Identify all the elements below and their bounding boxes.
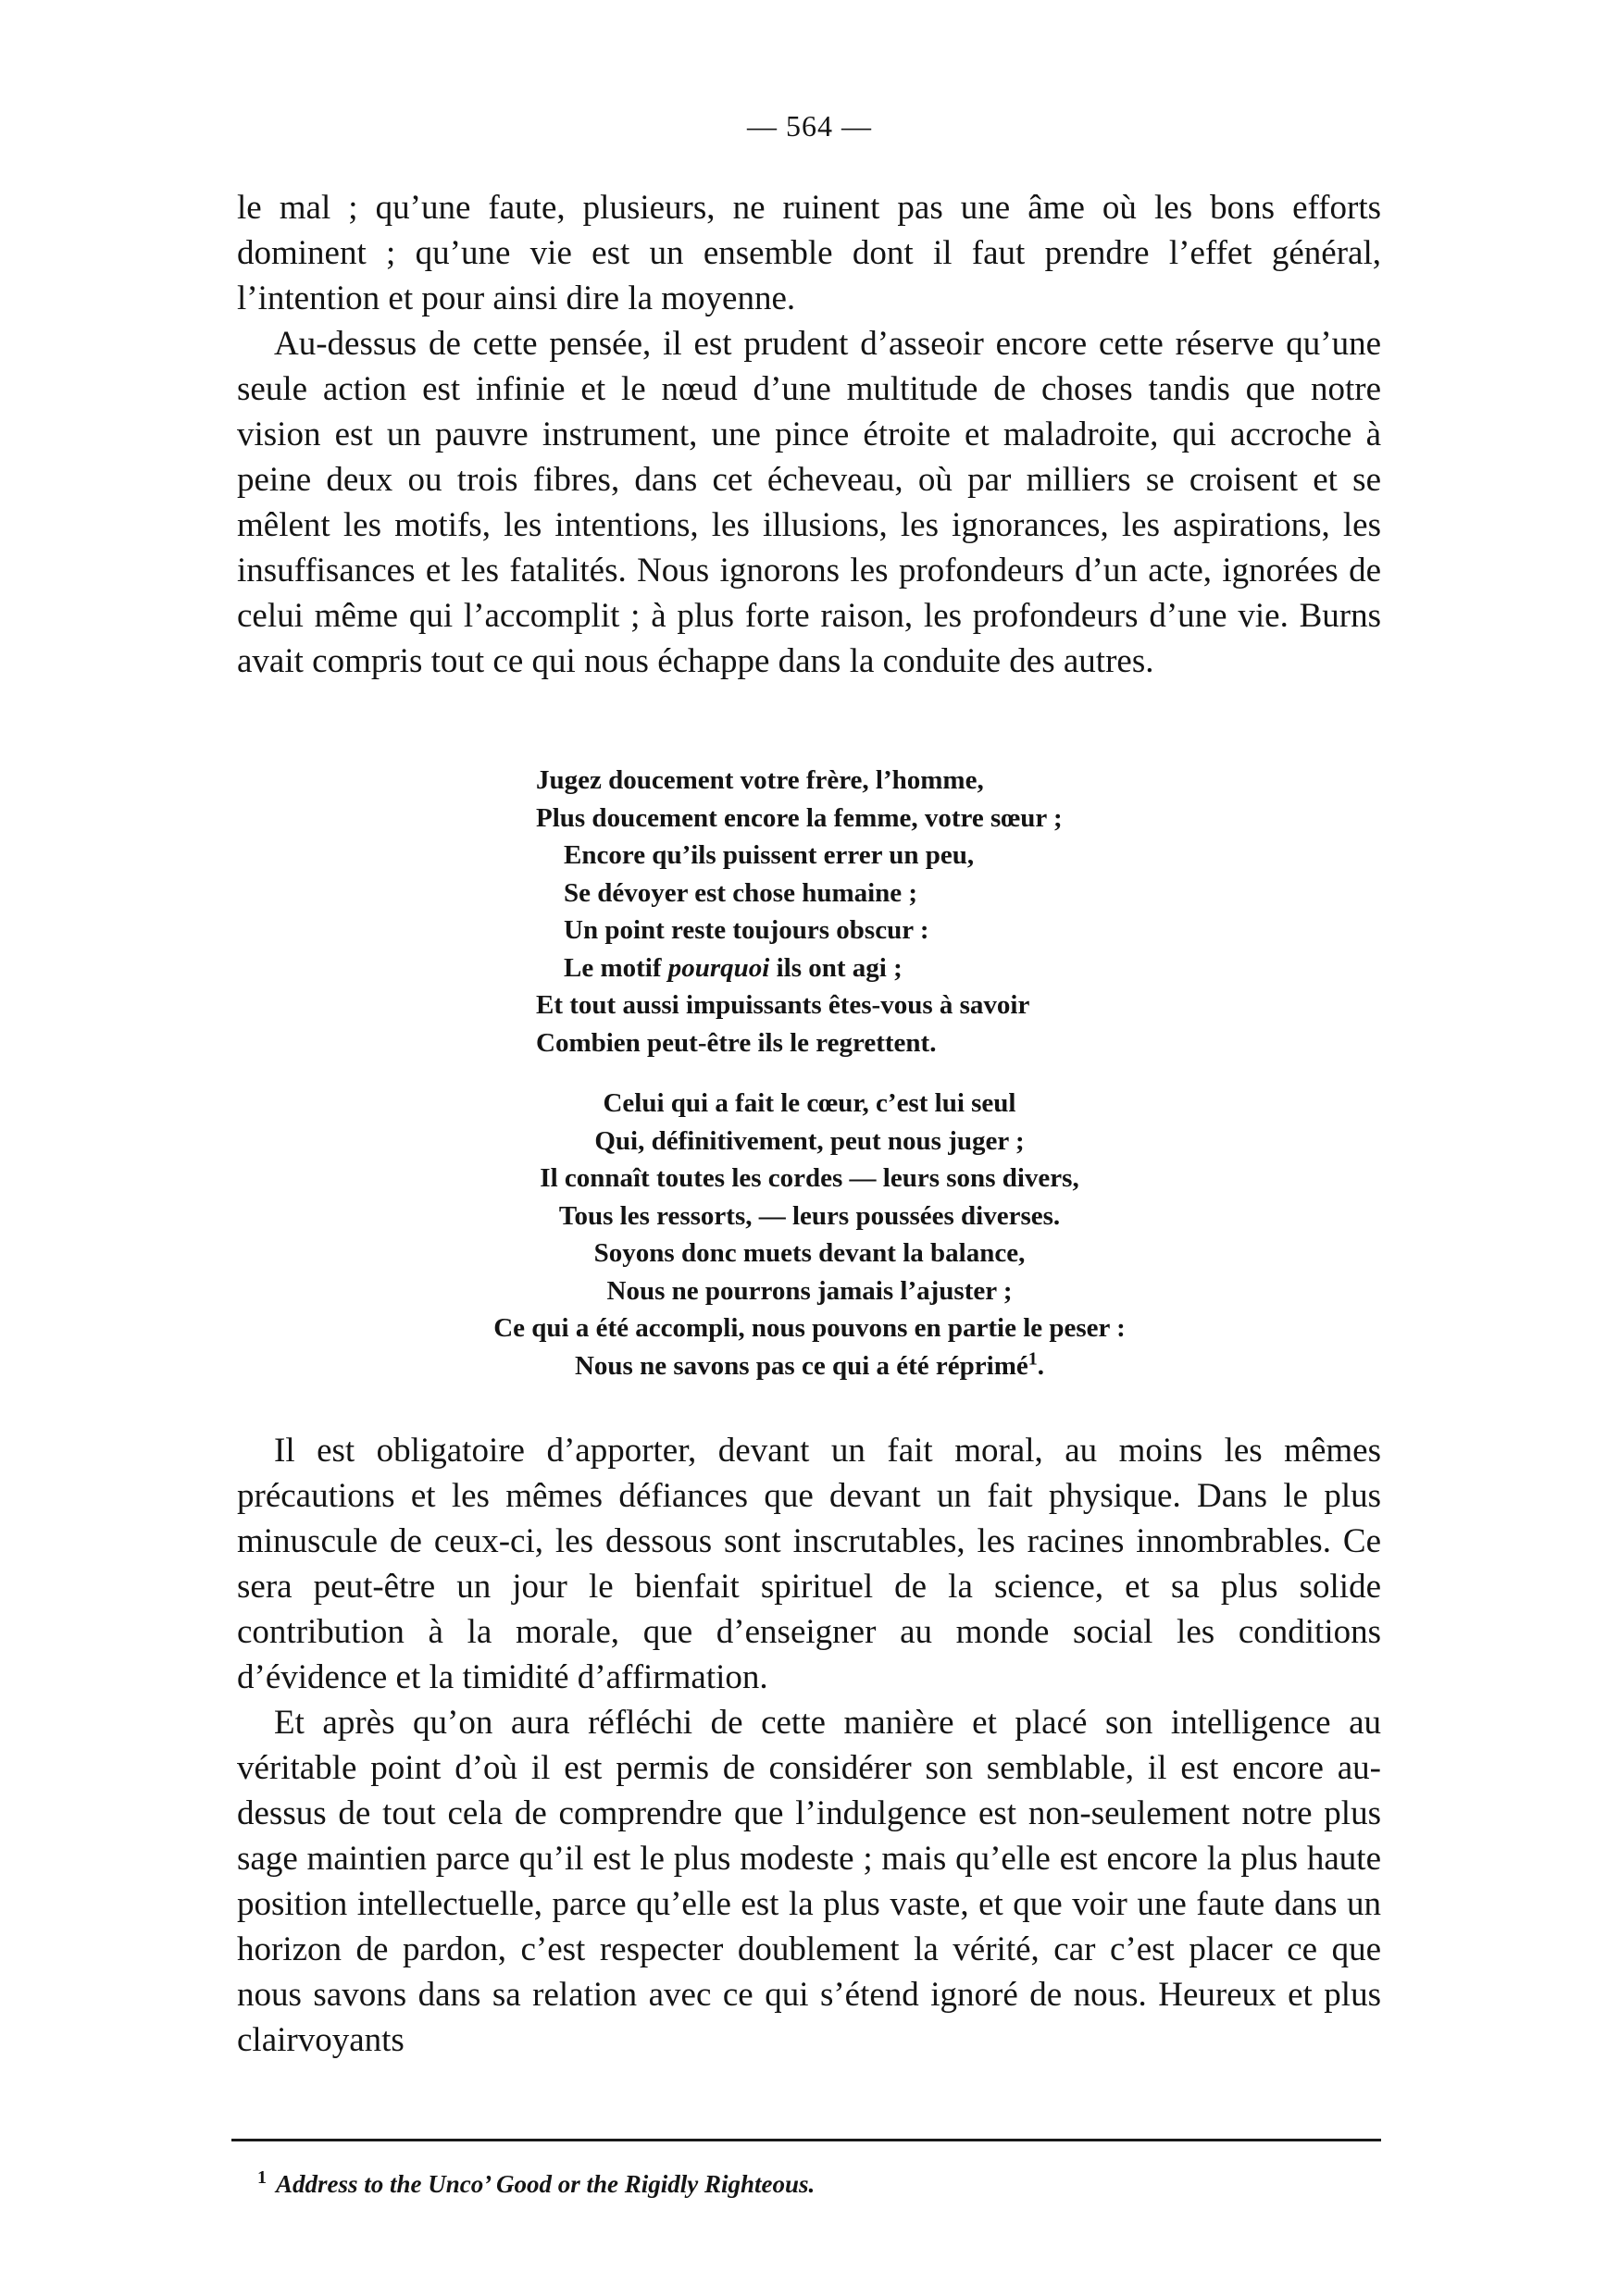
footnote-mark: 1 (257, 2167, 267, 2188)
verse-line: Nous ne pourrons jamais l’ajuster ; (606, 1275, 1013, 1306)
verse-line: Tous les ressorts, — leurs poussées diverses. (558, 1200, 1061, 1231)
verse-line: Jugez doucement votre frère, l’homme, (536, 765, 984, 795)
verse-line: Soyons donc muets devant la balance, (593, 1238, 1026, 1268)
poem-stanza-1 (536, 762, 1063, 1061)
verse-italic-word: pourquoi (667, 952, 770, 983)
paragraph-moral-fact: Il est obligatoire d’apporter, devant un fait moral, au moins les mêmes précautions et les mêmes défiances que devant un fait physique. Dans le plus minuscule de ceux-ci, les dessous sont inscrutables, les racines innombrables. Ce sera peut-être un jour le bienfait spirituel de la science, et sa plus solide contribution à la morale, que d’enseigner au monde social les conditions d’évidence et la timidité d’affirmation. (237, 1432, 1381, 1696)
verse-line: Plus doucement encore la femme, votre sœur ; (536, 802, 1063, 833)
footnote-divider (231, 2139, 1381, 2141)
footnote (257, 2167, 815, 2199)
verse-line: Un point reste toujours obscur : (564, 915, 929, 945)
prose-bottom (237, 1428, 1381, 2063)
verse-line: Qui, définitivement, peut nous juger ; (594, 1125, 1025, 1156)
verse-fragment: ils ont agi ; (776, 952, 903, 983)
verse-line: Ce qui a été accompli, nous pouvons en partie le peser : (493, 1313, 1126, 1343)
verse-line: Encore qu’ils puissent errer un peu, (564, 840, 975, 870)
verse-fragment: Nous ne savons pas ce qui a été réprimé (574, 1350, 1028, 1381)
verse-line: Et tout aussi impuissants êtes-vous à savoir (536, 990, 1030, 1020)
page-number: — 564 — (747, 109, 872, 143)
paragraph-burns: Au-dessus de cette pensée, il est prudent d’asseoir encore cette réserve qu’une seule action est infinie et le nœud d’une multitude de choses tandis que notre vision est un pauvre instrument, une pince étroite et maladroite, qui accroche à peine deux ou trois fibres, dans cet écheveau, où par milliers se croisent et se mêlent les motifs, les intentions, les illusions, les ignorances, les aspirations, les insuffisances et les fatalités. Nous ignorons les profondeurs d’un acte, ignorées de celui même qui l’accomplit ; à plus forte raison, les profondeurs d’une vie. Burns avait compris tout ce qui nous échappe dans la conduite des autres. (237, 325, 1381, 680)
verse-line (536, 949, 1063, 987)
verse-line: Celui qui a fait le cœur, c’est lui seul (603, 1088, 1016, 1118)
verse-line: Se dévoyer est chose humaine ; (564, 877, 918, 908)
footnote-reference: 1 (1027, 1347, 1038, 1369)
verse-line: Il connaît toutes les cordes — leurs sons divers, (540, 1163, 1079, 1193)
footnote-text: Address to the Unco’ Good or the Rigidly Righteous. (276, 2170, 816, 2198)
verse-line: Nous ne savons pas ce qui a été réprimé$^1$. (574, 1347, 1044, 1381)
prose-top (237, 185, 1381, 684)
paragraph-indulgence: Et après qu’on aura réfléchi de cette manière et placé son intelligence au véritable point d’où il est permis de considérer son semblable, il est encore au-dessus de tout cela de comprendre que l’indulgence est non-seulement notre plus sage maintien parce qu’il est le plus modeste ; mais qu’elle est encore la plus haute position intellectuelle, parce qu’elle est la plus vaste, et que voir une faute dans un horizon de pardon, c’est respecter doublement la vérité, car c’est placer ce que nous savons dans sa relation avec ce qui s’étend ignoré de nous. Heureux et plus clairvoyants (237, 1704, 1381, 2059)
verse-fragment: Le motif (564, 952, 662, 983)
verse-line: Combien peut-être ils le regrettent. (536, 1027, 937, 1058)
poem-stanza-2 (0, 1085, 1619, 1384)
paragraph-continuation: le mal ; qu’une faute, plusieurs, ne ruinent pas une âme où les bons efforts dominent ; qu’une vie est un ensemble dont il faut prendre l’effet général, l’intention et pour ainsi dire la moyenne. (237, 189, 1381, 317)
